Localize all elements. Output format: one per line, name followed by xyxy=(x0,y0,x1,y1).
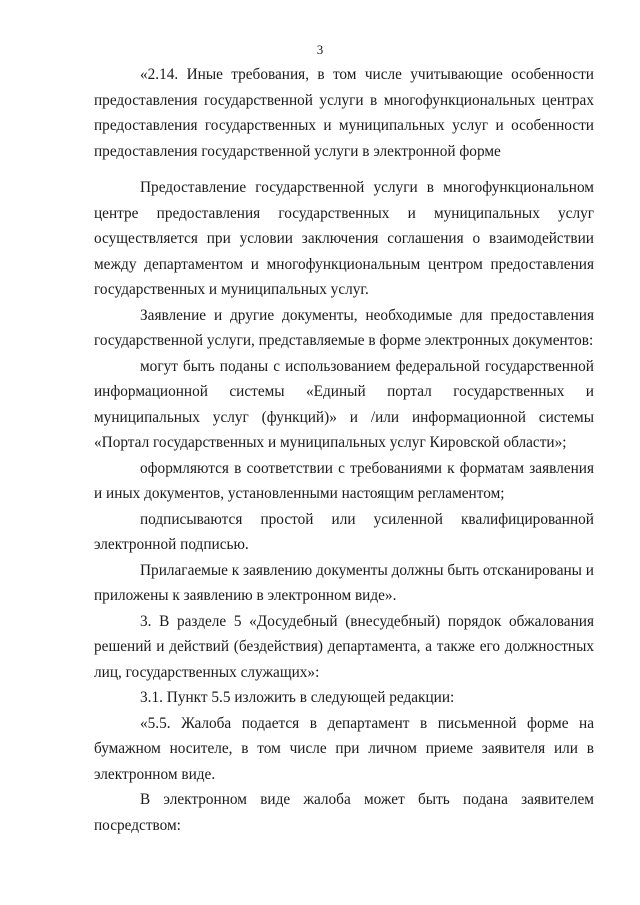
paragraph: «5.5. Жалоба подается в департамент в письменной форме на бумажном носителе, в том числе при личном приеме заявителя или в электронном виде. xyxy=(94,714,594,783)
paragraph: Прилагаемые к заявлению документы должны быть отсканированы и приложены к заявлению в электронном виде». xyxy=(94,561,594,604)
paragraph: Предоставление государственной услуги в многофункциональном центре предоставления государственных и муниципальных услуг осуществляется при условии заключения соглашения о взаимодействии между департаментом и многофункциональным центром предоставления государственных и муниципальных услуг. xyxy=(94,179,594,298)
paragraph: подписываются простой или усиленной квалифицированной электронной подписью. xyxy=(94,510,594,553)
paragraph: Заявление и другие документы, необходимые для предоставления государственной услуги, представляемые в форме электронных документов: xyxy=(94,306,594,349)
paragraph: могут быть поданы с использованием федеральной государственной информационной системы «Единый портал государственных и муниципальных услуг (функций)» и /или информационной системы «Портал государственных и муниципальных услуг Кировской области»; xyxy=(94,357,594,451)
paragraph: оформляются в соответствии с требованиями к форматам заявления и иных документов, установленными настоящим регламентом; xyxy=(94,459,594,502)
section-heading-block xyxy=(94,62,594,164)
paragraph-2-14: «2.14. Иные требования, в том числе учитывающие особенности предоставления государственной услуги в многофункциональных центрах предоставления государственных и муниципальных услуг и особенности предоставления государственной услуги в электронной форме xyxy=(94,66,594,160)
main-text-block xyxy=(94,175,594,838)
page-number: 3 xyxy=(316,42,324,57)
paragraph: 3. В разделе 5 «Досудебный (внесудебный) порядок обжалования решений и действий (бездействия) департамента, а также его должностных лиц, государственных служащих»: xyxy=(94,612,594,681)
paragraph: В электронном виде жалоба может быть подана заявителем посредством: xyxy=(94,791,594,834)
paragraph: 3.1. Пункт 5.5 изложить в следующей редакции: xyxy=(140,689,455,706)
